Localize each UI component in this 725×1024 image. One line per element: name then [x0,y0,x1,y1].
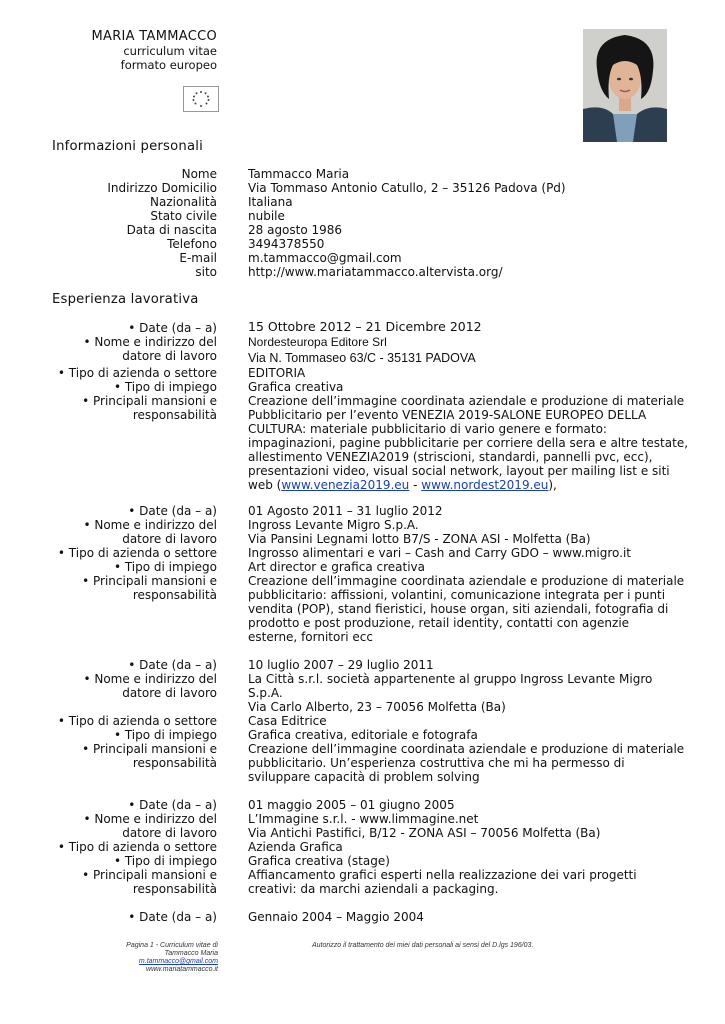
footer-privacy: Autorizzo il trattamento dei miei dati personali ai sensi del D.lgs 196/03. [312,942,534,949]
duty-line: Creazione dell’immagine coordinata aziendale e produzione di materiale [248,574,685,588]
label-telefono: Telefono [167,237,217,251]
job-type: Grafica creativa, editoriale e fotografa [248,728,478,742]
label-date: • Date (da – a) [128,504,217,518]
job-sector: Azienda Grafica [248,840,343,854]
value-nazionalita: Italiana [248,195,293,209]
duty-line-links: web (www.venezia2019.eu - www.nordest2019.eu), [248,478,557,492]
label-nome: Nome [181,167,217,181]
label-employer-cont: datore di lavoro [122,532,217,546]
label-duties-cont: responsabilità [132,408,217,422]
label-date: • Date (da – a) [128,910,217,924]
value-sito: http://www.mariatammacco.altervista.org/ [248,265,503,279]
label-data-nascita: Data di nascita [126,223,217,237]
value-stato-civile: nubile [248,209,285,223]
label-stato-civile: Stato civile [150,209,217,223]
eu-flag-icon [183,86,219,112]
job-employer-address: Via Carlo Alberto, 23 – 70056 Molfetta (Ba) [248,700,506,714]
cv-format: formato europeo [120,58,217,72]
value-telefono: 3494378550 [248,237,325,251]
job-type: Grafica creativa [248,380,344,394]
job-sector: Casa Editrice [248,714,327,728]
venezia2019-link[interactable]: www.venezia2019.eu [281,478,410,492]
label-duties-cont: responsabilità [132,588,217,602]
label-sito: sito [195,265,217,279]
job-employer-address: Via Pansini Legnami lotto B7/S - ZONA ASI - Molfetta (Ba) [248,532,591,546]
section-title-experience: Esperienza lavorativa [52,292,199,307]
job-employer: L’Immagine s.r.l. - www.limmagine.net [248,812,479,826]
job-sector: Ingrosso alimentari e vari – Cash and Carry GDO – www.migro.it [248,546,631,560]
job-date: 15 Ottobre 2012 – 21 Dicembre 2012 [248,319,482,334]
label-duties: • Principali mansioni e [82,868,217,882]
duty-line: Affiancamento grafici esperti nella realizzazione dei vari progetti [248,868,637,882]
footer-owner: Tammacco Maria [164,950,218,957]
job-employer: Nordesteuropa Editore Srl [248,335,387,349]
label-sector: • Tipo di azienda o settore [57,546,217,560]
job-duties [248,868,688,896]
duty-line: esterne, fornitori ecc [248,630,373,644]
label-employer-cont: datore di lavoro [122,826,217,840]
label-duties: • Principali mansioni e [82,394,217,408]
label-nazionalita: Nazionalità [150,195,217,209]
label-duties: • Principali mansioni e [82,574,217,588]
section-title-personal: Informazioni personali [52,139,203,154]
duty-line: prodotto e post produzione, retail identity, contatti con agenzie [248,616,630,630]
label-job-type: • Tipo di impiego [113,854,217,868]
duty-line: impaginazioni, pagine pubblicitarie per corriere della sera e altre testate, [248,436,689,450]
value-nome: Tammacco Maria [248,167,350,181]
job-employer: Ingross Levante Migro S.p.A. [248,518,419,532]
job-date: 10 luglio 2007 – 29 luglio 2011 [248,658,434,672]
duty-line: pubblicitario. Un’esperienza costruttiva che mi ha permesso di [248,756,625,770]
label-sector: • Tipo di azienda o settore [57,840,217,854]
job-type: Art director e grafica creativa [248,560,425,574]
duty-line: CULTURA: materiale pubblicitario di vario genere e formato: [248,422,607,436]
duty-line: creativi: da marchi aziendali a packaging. [248,882,499,896]
label-employer: • Nome e indirizzo del [83,335,217,349]
label-employer: • Nome e indirizzo del [83,518,217,532]
value-indirizzo: Via Tommaso Antonio Catullo, 2 – 35126 Padova (Pd) [248,181,566,195]
label-job-type: • Tipo di impiego [113,380,217,394]
label-duties: • Principali mansioni e [82,742,217,756]
job-date: 01 maggio 2005 – 01 giugno 2005 [248,798,455,812]
duty-line: Creazione dell’immagine coordinata aziendale e produzione di materiale [248,742,685,756]
label-job-type: • Tipo di impiego [113,728,217,742]
value-email: m.tammacco@gmail.com [248,251,402,265]
footer-page: Pagina 1 - Curriculum vitae di [126,942,218,949]
duty-line: sviluppare capacità di problem solving [248,770,480,784]
nordest2019-link[interactable]: www.nordest2019.eu [421,478,549,492]
profile-photo [583,29,667,142]
duty-line: vendita (POP), stand fieristici, house organ, siti aziendali, fotografia di [248,602,669,616]
job-employer-address: Via Antichi Pastifici, B/12 - ZONA ASI – 70056 Molfetta (Ba) [248,826,601,840]
label-employer-cont: datore di lavoro [122,349,217,363]
footer-email-link[interactable]: m.tammacco@gmail.com [138,958,218,965]
label-sector: • Tipo di azienda o settore [57,714,217,728]
job-duties [248,394,688,492]
label-date: • Date (da – a) [128,658,217,672]
duty-line: Creazione dell’immagine coordinata aziendale e produzione di materiale [248,394,685,408]
job-duties [248,574,688,644]
cv-subtitle: curriculum vitae [123,44,217,58]
label-duties-cont: responsabilità [132,882,217,896]
label-indirizzo: Indirizzo Domicilio [107,181,217,195]
job-duties [248,742,688,784]
label-email: E-mail [179,251,217,265]
job-date: Gennaio 2004 – Maggio 2004 [248,910,424,924]
label-date: • Date (da – a) [128,798,217,812]
duty-line: Pubblicitario per l’evento VENEZIA 2019-SALONE EUROPEO DELLA [248,408,647,422]
job-employer: La Città s.r.l. società appartenente al gruppo Ingross Levante Migro [248,672,653,686]
label-date: • Date (da – a) [128,321,217,335]
footer-left [0,942,218,974]
label-employer-cont: datore di lavoro [122,686,217,700]
job-sector: EDITORIA [248,366,306,380]
job-employer-cont: S.p.A. [248,686,283,700]
duty-line: pubblicitario: affissioni, volantini, comunicazione integrata per i punti [248,588,666,602]
label-duties-cont: responsabilità [132,756,217,770]
job-employer-address: Via N. Tommaseo 63/C - 35131 PADOVA [248,351,476,365]
value-data-nascita: 28 agosto 1986 [248,223,343,237]
label-sector: • Tipo di azienda o settore [57,366,217,380]
duty-line: presentazioni video, visual social network, layout per mailing list e siti [248,464,670,478]
duty-line: allestimento VENEZIA2019 (striscioni, standardi, pannelli pvc, ecc), [248,450,653,464]
footer-website: www.mariatammacco.it [146,966,218,973]
label-employer: • Nome e indirizzo del [83,812,217,826]
job-type: Grafica creativa (stage) [248,854,390,868]
job-date: 01 Agosto 2011 – 31 luglio 2012 [248,504,443,518]
cv-owner-name: MARIA TAMMACCO [91,29,217,44]
label-job-type: • Tipo di impiego [113,560,217,574]
label-employer: • Nome e indirizzo del [83,672,217,686]
